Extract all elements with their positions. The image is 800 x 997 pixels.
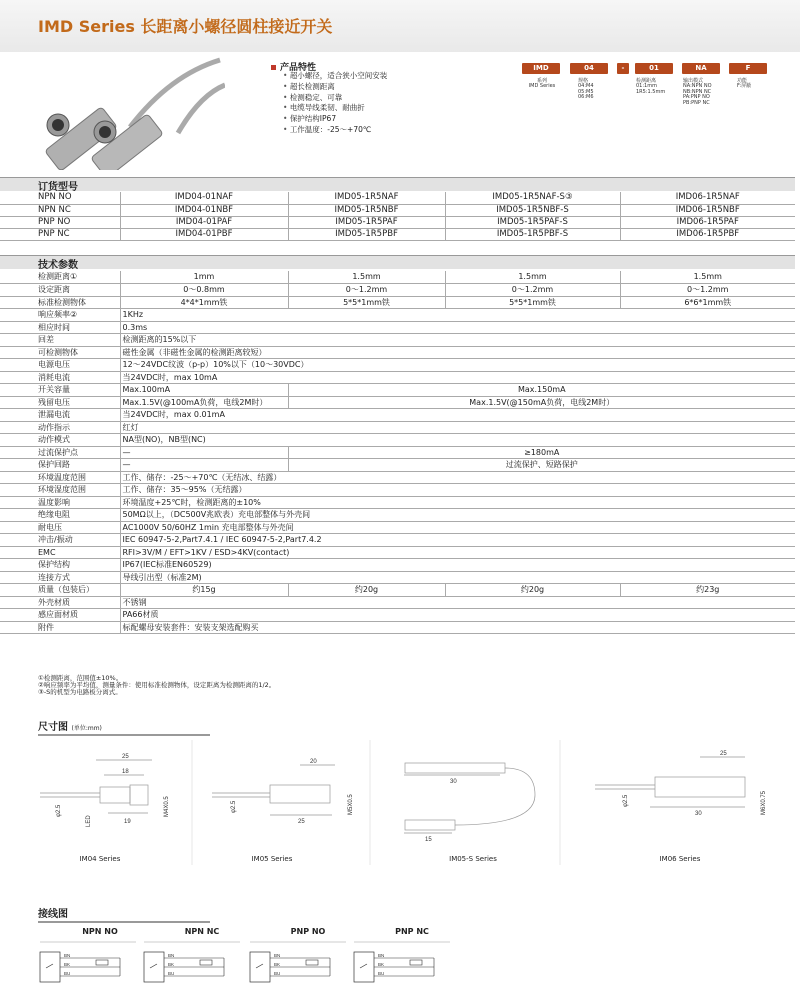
table-cell: IMD05-1R5PBF-S: [445, 228, 620, 240]
table-row: [0, 596, 795, 609]
switch-symbol: [46, 964, 53, 968]
row-header: NPN NC: [0, 204, 120, 216]
table-row: [0, 321, 795, 334]
dim-im06-25: 25: [720, 751, 727, 757]
wiring-label: NPN NC: [184, 927, 220, 936]
dim-im06-phi: φ2.5: [623, 794, 629, 807]
feature-item: • 工作温度：-25～+70℃: [283, 125, 387, 136]
table-cell: 标配螺母安装套件：安装支架选配购买: [120, 621, 795, 634]
dim-im04-thread: M4X0.5: [164, 796, 170, 817]
footnotes: [38, 675, 275, 697]
row-header: 环境湿度范围: [0, 484, 120, 497]
table-cell: 约15g: [120, 584, 288, 597]
table-row: [0, 509, 795, 522]
table-cell: IMD04-01NAF: [120, 192, 288, 204]
table-cell: 不锈钢: [120, 596, 795, 609]
switch-symbol: [256, 964, 263, 968]
code-label-output: 输出模式 NA:NPN NO NB:NPN NC PA:PNP NO PB:PNP NC: [683, 78, 712, 106]
table-cell: NA型(NO)，NB型(NC): [120, 434, 795, 447]
table-cell: IEC 60947-5-2,Part7.4.1 / IEC 60947-5-2,Part7.4.2: [120, 534, 795, 547]
table-row: [0, 409, 795, 422]
code-label-series: 系列 IMD Series: [528, 78, 556, 90]
dim-im04-25: 25: [122, 754, 129, 760]
table-row: [0, 559, 795, 572]
table-cell: 约20g: [445, 584, 620, 597]
code-label-function: 功能 F:屏蔽: [737, 78, 752, 90]
table-cell: 环境温度+25℃时，检测距离的±10%: [120, 496, 795, 509]
wire-label: BU: [168, 971, 175, 976]
dim-im06-thread: M6X0.75: [761, 790, 767, 815]
table-row: [0, 271, 795, 284]
table-cell: IMD06-1R5NBF: [620, 204, 795, 216]
wiring-label: PNP NO: [290, 927, 326, 936]
code-box-distance: 01: [635, 63, 673, 74]
spec-section-bar: [0, 255, 795, 269]
table-row: [0, 309, 795, 322]
table-cell: IMD05-1R5NBF: [288, 204, 445, 216]
table-cell: 0～1.2mm: [288, 284, 445, 297]
table-cell: 约20g: [288, 584, 445, 597]
table-cell: 当24VDC时，max 10mA: [120, 371, 795, 384]
row-header: 泄漏电流: [0, 409, 120, 422]
sensor-box: [250, 952, 270, 982]
table-cell: 1.5mm: [620, 271, 795, 284]
dim-im06-30: 30: [695, 811, 702, 817]
row-header: 设定距离: [0, 284, 120, 297]
table-cell: 4*4*1mm铁: [120, 296, 288, 309]
code-box-output: NA: [682, 63, 720, 74]
table-cell: —: [120, 446, 288, 459]
sensor-box: [40, 952, 60, 982]
table-cell: IMD06-1R5NAF: [620, 192, 795, 204]
table-row: [0, 521, 795, 534]
table-row: [0, 228, 795, 240]
code-label-distance: 检测距离 01:1mm 1R5:1.5mm: [636, 78, 666, 95]
wire-label: BN: [274, 953, 281, 958]
table-cell: Max.150mA: [288, 384, 795, 397]
switch-symbol: [150, 964, 157, 968]
table-row: [0, 621, 795, 634]
order-table: [0, 192, 795, 241]
dim-im05-phi: φ2.5: [231, 800, 237, 813]
row-header: 温度影响: [0, 496, 120, 509]
code-box-function: F: [729, 63, 767, 74]
table-cell: 0～0.8mm: [120, 284, 288, 297]
table-cell: 0～1.2mm: [445, 284, 620, 297]
table-cell: ≥180mA: [288, 446, 795, 459]
row-header: 连接方式: [0, 571, 120, 584]
page-title: IMD Series 长距离小螺径圆柱接近开关: [38, 17, 333, 36]
table-row: [0, 346, 795, 359]
series-label: IM05-S Series: [449, 855, 497, 863]
row-header: 相应时间: [0, 321, 120, 334]
series-label: IM05 Series: [251, 855, 293, 863]
feature-item: • 检测稳定、可靠: [283, 93, 387, 104]
table-cell: 0～1.2mm: [620, 284, 795, 297]
code-label-size: 规格 04:M4 05:M5 06:M6: [578, 78, 594, 101]
row-header: 消耗电流: [0, 371, 120, 384]
row-header: PNP NO: [0, 216, 120, 228]
row-header: 冲击/振动: [0, 534, 120, 547]
row-header: 保护回路: [0, 459, 120, 472]
table-cell: IMD04-01NBF: [120, 204, 288, 216]
row-header: 绝缘电阻: [0, 509, 120, 522]
table-row: [0, 534, 795, 547]
table-cell: 约23g: [620, 584, 795, 597]
order-section-bar: [0, 177, 795, 191]
wire-label: BN: [168, 953, 175, 958]
row-header: 过流保护点: [0, 446, 120, 459]
table-row: [0, 384, 795, 397]
table-cell: 50MΩ以上，（DC500V兆欧表）充电部整体与外壳间: [120, 509, 795, 522]
table-cell: IP67(IEC标准EN60529): [120, 559, 795, 572]
table-row: [0, 371, 795, 384]
sensor-box: [354, 952, 374, 982]
features-title: 产品特性: [271, 60, 316, 73]
features-list: [283, 71, 387, 136]
feature-item: • 超长检测距离: [283, 82, 387, 93]
table-cell: 磁性金属（非磁性金属的检测距离较短）: [120, 346, 795, 359]
series-label: IM04 Series: [79, 855, 121, 863]
table-row: [0, 571, 795, 584]
row-header: 电源电压: [0, 359, 120, 372]
dimensions-section-title: 尺寸图 (单位:mm): [38, 718, 210, 736]
table-row: [0, 284, 795, 297]
row-header: 检测距离①: [0, 271, 120, 284]
table-cell: IMD04-01PBF: [120, 228, 288, 240]
table-cell: 1.5mm: [288, 271, 445, 284]
table-row: [0, 421, 795, 434]
table-cell: IMD05-1R5PAF-S: [445, 216, 620, 228]
table-row: [0, 484, 795, 497]
row-header: NPN NO: [0, 192, 120, 204]
table-cell: IMD05-1R5NAF: [288, 192, 445, 204]
table-cell: IMD05-1R5NBF-S: [445, 204, 620, 216]
table-row: [0, 446, 795, 459]
row-header: 响应频率②: [0, 309, 120, 322]
table-row: [0, 609, 795, 622]
table-cell: 过流保护、短路保护: [288, 459, 795, 472]
row-header: 开关容量: [0, 384, 120, 397]
load-symbol: [200, 960, 212, 965]
table-row: [0, 216, 795, 228]
table-row: [0, 396, 795, 409]
dim-im05-25: 25: [298, 819, 305, 825]
table-cell: Max.1.5V(@150mA负荷，电线2M时）: [288, 396, 795, 409]
table-cell: 1mm: [120, 271, 288, 284]
feature-item: • 超小螺径，适合狭小空间安装: [283, 71, 387, 82]
dimension-drawings: [30, 735, 800, 870]
row-header: 动作指示: [0, 421, 120, 434]
table-cell: PA66材质: [120, 609, 795, 622]
load-symbol: [306, 960, 318, 965]
table-cell: IMD05-1R5PAF: [288, 216, 445, 228]
table-row: [0, 459, 795, 472]
feature-item: • 保护结构IP67: [283, 114, 387, 125]
wiring-label: PNP NC: [395, 927, 429, 936]
table-row: [0, 434, 795, 447]
dim-im05s-15: 15: [425, 837, 432, 843]
dim-im04-phi: φ2.5: [56, 804, 62, 817]
table-cell: 工作、储存：35～95%（无结露）: [120, 484, 795, 497]
spec-section-title: 技术参数: [38, 260, 78, 271]
table-cell: 1KHz: [120, 309, 795, 322]
wire-label: BN: [378, 953, 385, 958]
load-symbol: [410, 960, 422, 965]
table-row: [0, 359, 795, 372]
table-cell: 12～24VDC纹波（p-p）10%以下（10～30VDC）: [120, 359, 795, 372]
wire-label: BK: [274, 962, 281, 967]
row-header: PNP NC: [0, 228, 120, 240]
row-header: 环境温度范围: [0, 471, 120, 484]
table-cell: 6*6*1mm铁: [620, 296, 795, 309]
wire-label: BU: [378, 971, 385, 976]
sensor-box: [144, 952, 164, 982]
code-box-series: IMD: [522, 63, 560, 74]
table-row: [0, 204, 795, 216]
wire-label: BK: [378, 962, 385, 967]
order-section-title: 订货型号: [38, 182, 78, 193]
row-header: 可检测物体: [0, 346, 120, 359]
code-box-dash: -: [617, 63, 629, 74]
row-header: 保护结构: [0, 559, 120, 572]
table-cell: IMD06-1R5PAF: [620, 216, 795, 228]
table-cell: IMD06-1R5PBF: [620, 228, 795, 240]
row-header: 残留电压: [0, 396, 120, 409]
table-cell: IMD04-01PAF: [120, 216, 288, 228]
table-cell: 5*5*1mm铁: [288, 296, 445, 309]
table-cell: —: [120, 459, 288, 472]
row-header: 动作模式: [0, 434, 120, 447]
table-cell: Max.1.5V(@100mA负荷，电线2M时）: [120, 396, 288, 409]
switch-symbol: [360, 964, 367, 968]
series-label: IM06 Series: [659, 855, 701, 863]
table-row: [0, 546, 795, 559]
table-cell: Max.100mA: [120, 384, 288, 397]
table-row: [0, 296, 795, 309]
footnote: ②响应频率为平均值，测量条件：使用标准检测物体，设定距离为检测距离的1/2。: [38, 681, 276, 690]
footnote: ③-S的机型为电路板分离式。: [38, 688, 122, 697]
table-cell: AC1000V 50/60HZ 1min 充电部整体与外壳间: [120, 521, 795, 534]
dim-im04-led: LED: [86, 815, 92, 827]
row-header: 质量（包装后）: [0, 584, 120, 597]
wire-label: BU: [274, 971, 281, 976]
table-cell: 红灯: [120, 421, 795, 434]
table-cell: 当24VDC时，max 0.01mA: [120, 409, 795, 422]
dim-im04-19: 19: [124, 819, 131, 825]
load-symbol: [96, 960, 108, 965]
wire-label: BK: [64, 962, 71, 967]
wiring-label: NPN NO: [82, 927, 118, 936]
feature-item: • 电缆导线柔韧、耐曲折: [283, 103, 387, 114]
table-cell: 5*5*1mm铁: [445, 296, 620, 309]
table-cell: 0.3ms: [120, 321, 795, 334]
table-row: [0, 471, 795, 484]
table-row: [0, 192, 795, 204]
table-row: [0, 584, 795, 597]
row-header: 感应面材质: [0, 609, 120, 622]
product-photo: [30, 55, 225, 170]
table-cell: 检测距离的15%以下: [120, 334, 795, 347]
table-cell: 1.5mm: [445, 271, 620, 284]
table-cell: IMD05-1R5PBF: [288, 228, 445, 240]
row-header: 耐电压: [0, 521, 120, 534]
wiring-diagrams: [38, 938, 458, 993]
table-cell: 工作、储存：-25～+70℃（无结冰、结露）: [120, 471, 795, 484]
table-row: [0, 334, 795, 347]
table-cell: IMD05-1R5NAF-S③: [445, 192, 620, 204]
dim-im04-18: 18: [122, 769, 129, 775]
dim-im05-20: 20: [310, 759, 317, 765]
wire-label: BK: [168, 962, 175, 967]
dim-im05s-30: 30: [450, 779, 457, 785]
row-header: 外壳材质: [0, 596, 120, 609]
code-box-size: 04: [570, 63, 608, 74]
footnote: ①检测距离，范围值±10%。: [38, 674, 123, 682]
dim-im05-thread: M5X0.5: [348, 794, 354, 815]
table-cell: RFI>3V/M / EFT>1KV / ESD>4KV(contact): [120, 546, 795, 559]
row-header: 回差: [0, 334, 120, 347]
wire-label: BN: [64, 953, 71, 958]
table-row: [0, 496, 795, 509]
row-header: 标准检测物体: [0, 296, 120, 309]
row-header: 附件: [0, 621, 120, 634]
wire-label: BU: [64, 971, 71, 976]
table-cell: 导线引出型（标准2M): [120, 571, 795, 584]
spec-table: [0, 271, 795, 634]
row-header: EMC: [0, 546, 120, 559]
wiring-section-title: 接线图: [38, 905, 210, 923]
